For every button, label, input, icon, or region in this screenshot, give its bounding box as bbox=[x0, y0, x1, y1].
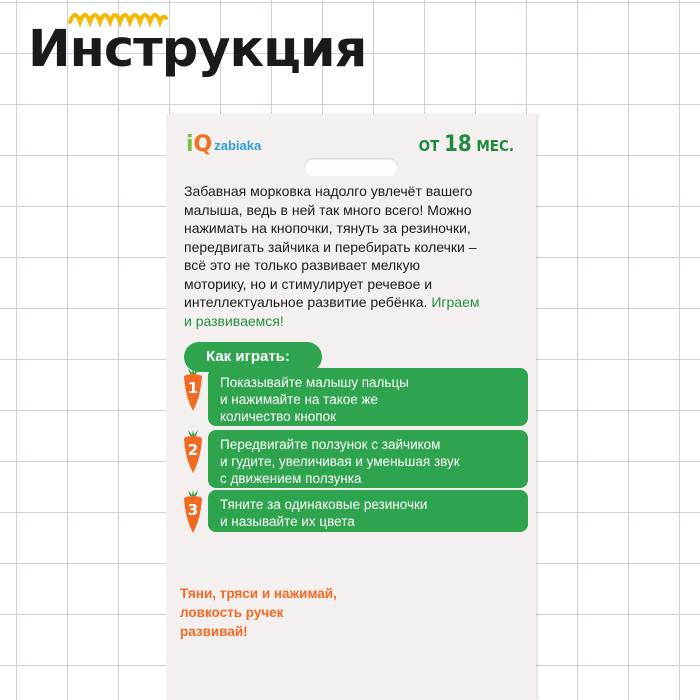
age-suffix: МЕС. bbox=[476, 137, 514, 155]
description-line: Забавная морковка надолго увлечёт вашего bbox=[184, 183, 473, 199]
step-line: и нажимайте на такое же bbox=[220, 392, 379, 407]
description-line: всё это не только развивает мелкую bbox=[184, 257, 420, 273]
step-line: и гудите, увеличивая и уменьшая звук bbox=[220, 454, 460, 469]
logo-mark bbox=[186, 134, 212, 156]
product-description bbox=[184, 182, 529, 330]
slogan-line: развивай! bbox=[180, 624, 248, 639]
description-text: интеллектуальное развитие ребёнка. bbox=[184, 294, 428, 310]
step-number: 1 bbox=[187, 379, 199, 397]
hang-hole bbox=[304, 158, 398, 176]
description-accent-line: и развиваемся! bbox=[184, 312, 284, 329]
step-2 bbox=[180, 430, 528, 488]
how-to-play-heading: Как играть: bbox=[184, 342, 322, 372]
step-line: Показывайте малышу пальцы bbox=[220, 375, 409, 390]
carrot-icon bbox=[180, 490, 206, 534]
slogan-line: Тяни, тряси и нажимай, bbox=[180, 586, 337, 601]
step-number: 3 bbox=[187, 501, 199, 519]
step-line: с движением ползунка bbox=[220, 471, 362, 486]
age-prefix: ОТ bbox=[418, 137, 440, 155]
instruction-card bbox=[166, 114, 536, 700]
step-1 bbox=[180, 368, 528, 426]
carrot-icon bbox=[180, 430, 206, 474]
description-accent: Играем bbox=[431, 294, 480, 310]
description-line bbox=[184, 293, 529, 312]
logo-q: Q bbox=[193, 132, 213, 157]
step-number: 2 bbox=[187, 441, 199, 459]
logo-name: zabiaka bbox=[214, 137, 262, 153]
age-number: 18 bbox=[444, 132, 472, 157]
step-line: количество кнопок bbox=[220, 409, 337, 424]
step-line: и называйте их цвета bbox=[220, 514, 355, 529]
page-title: Инструкция bbox=[28, 20, 367, 79]
logo-i: i bbox=[186, 132, 194, 157]
step-line: Передвигайте ползунок с зайчиком bbox=[220, 437, 441, 452]
slogan bbox=[180, 584, 380, 641]
description-line: нажимать на кнопочки, тянуть за резиночки, bbox=[184, 220, 471, 236]
step-text bbox=[208, 490, 528, 532]
age-label bbox=[419, 132, 514, 157]
step-3 bbox=[180, 490, 528, 534]
step-text bbox=[208, 430, 528, 488]
slogan-line: ловкость ручек bbox=[180, 605, 284, 620]
description-line: моторику, но и стимулирует речевое и bbox=[184, 275, 433, 292]
carrot-icon bbox=[180, 368, 206, 412]
brand-logo bbox=[186, 134, 261, 156]
step-line: Тяните за одинаковые резиночки bbox=[220, 497, 428, 512]
step-text bbox=[208, 368, 528, 426]
description-line: малыша, ведь в ней так много всего! Можно bbox=[184, 201, 472, 218]
description-line: передвигать зайчика и перебирать колечки – bbox=[184, 238, 477, 255]
